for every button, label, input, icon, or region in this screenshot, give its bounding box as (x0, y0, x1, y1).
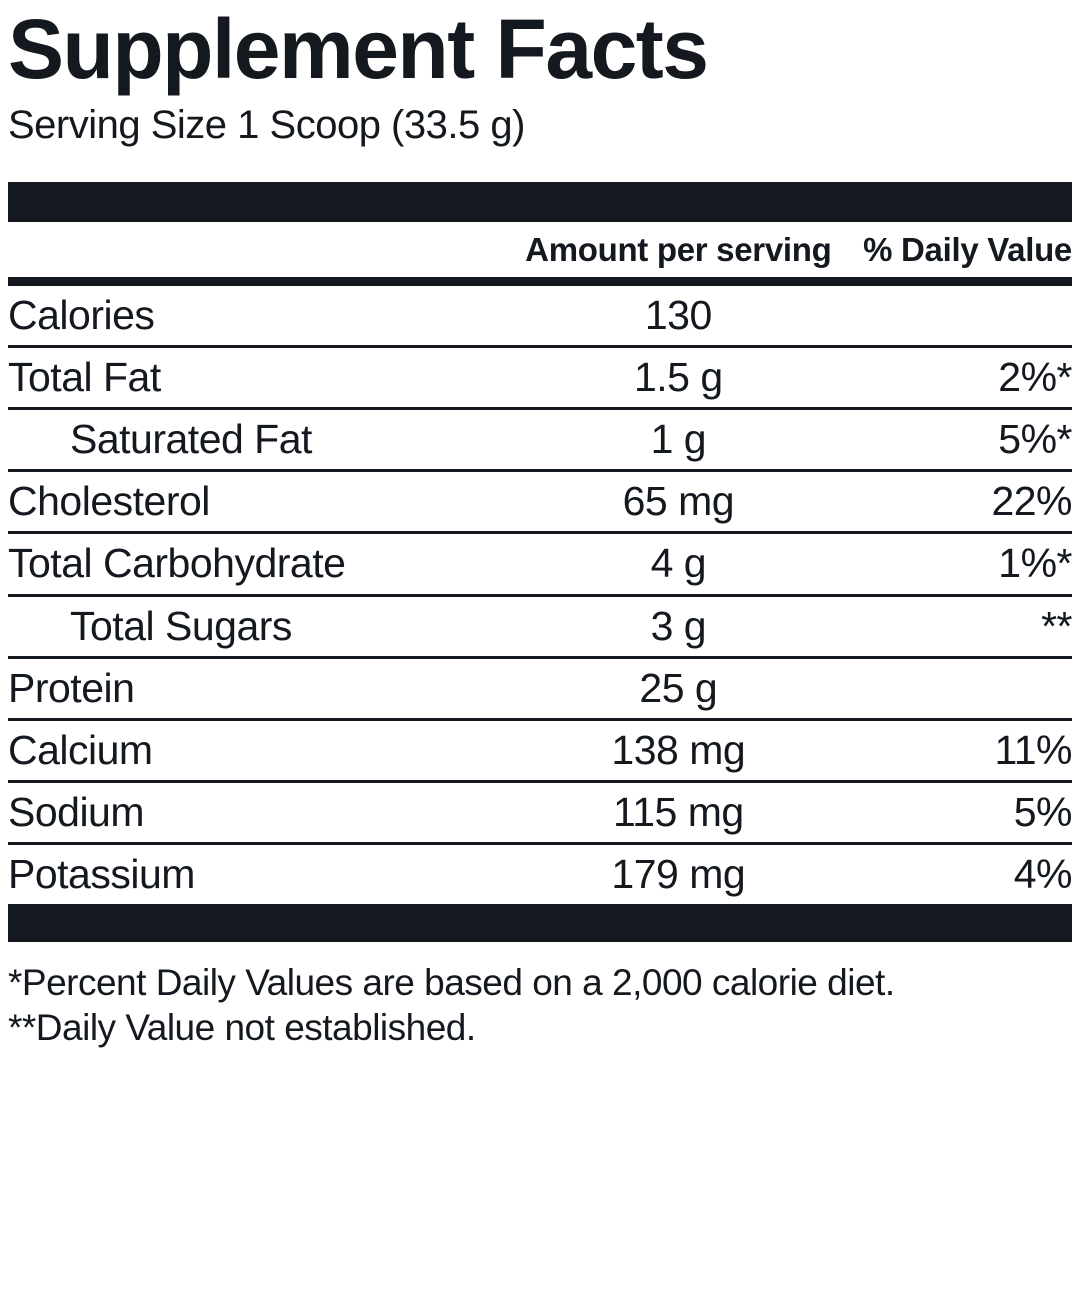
nutrient-daily-value: 22% (838, 471, 1072, 533)
nutrition-table (8, 222, 1072, 903)
nutrient-daily-value (838, 282, 1072, 347)
nutrient-daily-value: 2%* (838, 347, 1072, 409)
page-title: Supplement Facts (8, 2, 708, 96)
nutrient-name: Cholesterol (8, 471, 519, 533)
supplement-facts-panel (0, 2, 1080, 1301)
nutrient-amount: 25 g (519, 657, 838, 719)
column-header-name (8, 222, 519, 281)
footnotes (8, 960, 1072, 1050)
nutrient-name: Potassium (8, 850, 195, 897)
nutrient-daily-value: ** (838, 595, 1072, 657)
nutrient-name: Calcium (8, 719, 519, 781)
nutrient-name: Total Carbohydrate (8, 533, 519, 595)
nutrient-name: Total Sugars (8, 595, 519, 657)
nutrient-daily-value (838, 657, 1072, 719)
nutrient-amount: 130 (519, 282, 838, 347)
table-row (8, 533, 1072, 595)
table-row (8, 657, 1072, 719)
table-row (8, 347, 1072, 409)
nutrient-daily-value: 5% (838, 781, 1072, 843)
bottom-rule (8, 904, 1072, 942)
nutrient-name: Sodium (8, 781, 519, 843)
nutrient-daily-value: 5%* (838, 409, 1072, 471)
table-row (8, 595, 1072, 657)
nutrient-name: Total Fat (8, 347, 519, 409)
table-body (8, 282, 1072, 904)
table-row (8, 471, 1072, 533)
nutrient-daily-value: 1%* (838, 533, 1072, 595)
nutrient-amount: 1.5 g (519, 347, 838, 409)
footnote-daily-value-basis: *Percent Daily Values are based on a 2,000 calorie diet. (8, 961, 895, 1003)
nutrient-name: Saturated Fat (8, 409, 519, 471)
nutrient-daily-value: 4% (1013, 850, 1072, 897)
table-row (8, 409, 1072, 471)
nutrient-amount: 65 mg (519, 471, 838, 533)
top-rule (8, 182, 1072, 222)
nutrient-name: Calories (8, 282, 519, 347)
nutrient-daily-value: 11% (838, 719, 1072, 781)
nutrient-amount: 138 mg (519, 719, 838, 781)
table-row (8, 781, 1072, 843)
nutrient-name: Protein (8, 657, 519, 719)
nutrient-amount: 3 g (519, 595, 838, 657)
table-row (8, 719, 1072, 781)
nutrient-amount: 179 mg (611, 850, 746, 897)
table-row (8, 843, 1072, 904)
footnote-daily-value-not-established: **Daily Value not established. (8, 1006, 476, 1048)
nutrient-amount: 115 mg (519, 781, 838, 843)
column-header-amount: Amount per serving (519, 222, 838, 281)
nutrient-amount: 1 g (519, 409, 838, 471)
column-header-daily-value: % Daily Value (838, 222, 1072, 281)
nutrient-amount: 4 g (519, 533, 838, 595)
table-row (8, 282, 1072, 347)
table-header (8, 222, 1072, 281)
serving-size-text: Serving Size 1 Scoop (33.5 g) (8, 103, 525, 148)
